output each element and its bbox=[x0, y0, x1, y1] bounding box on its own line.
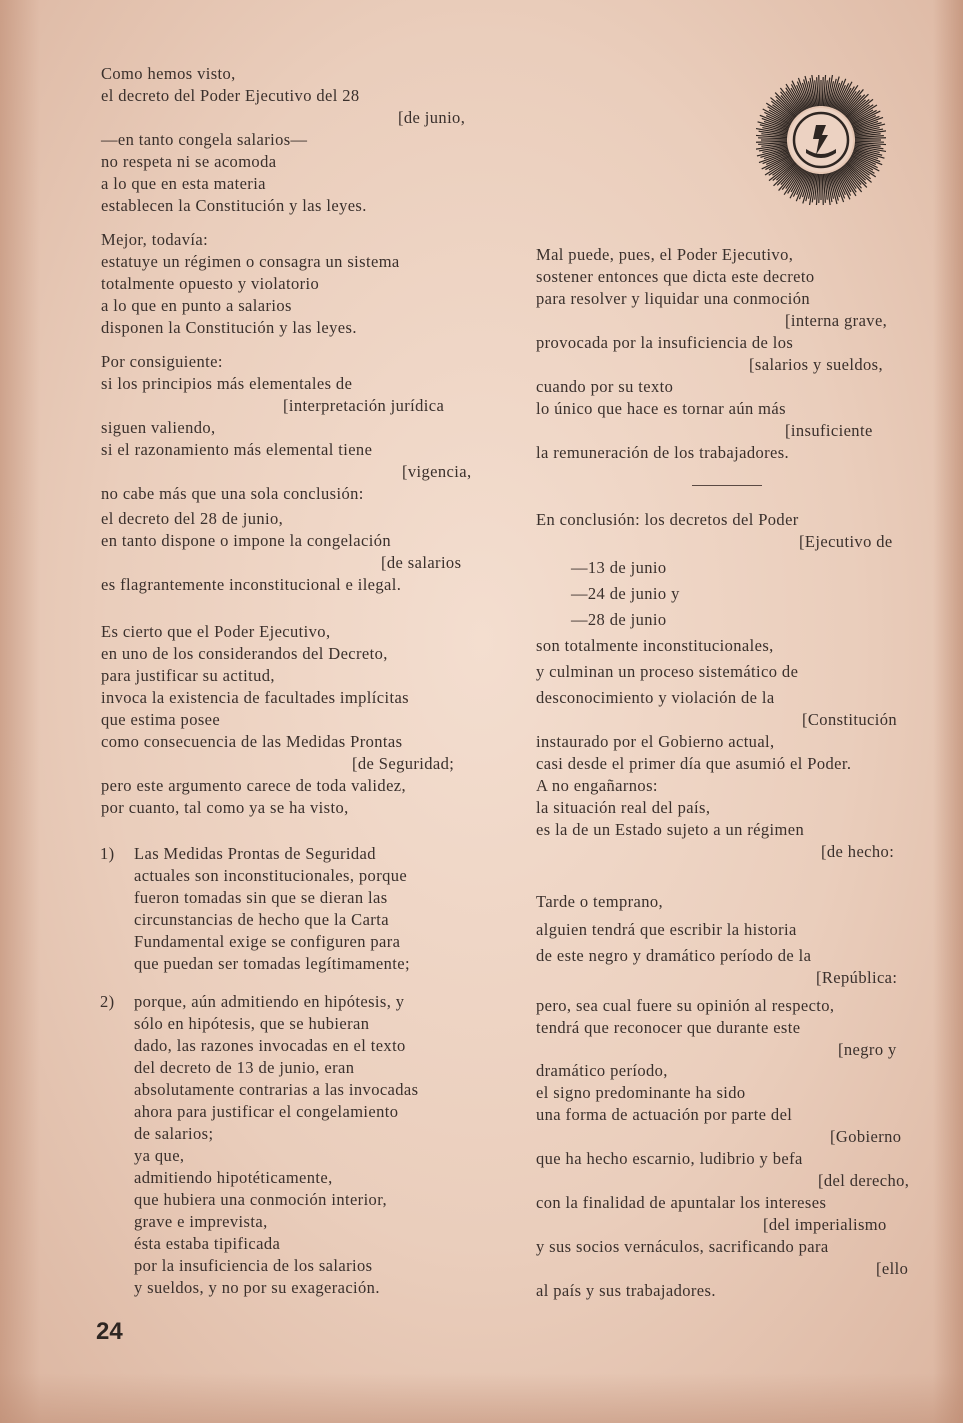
emblem-ray bbox=[819, 174, 820, 203]
text-line: grave e imprevista, bbox=[134, 1212, 268, 1231]
text-line: —13 de junio bbox=[571, 558, 667, 577]
text-line: Fundamental exige se configuren para bbox=[134, 932, 401, 951]
text-line: si los principios más elementales de bbox=[101, 374, 353, 393]
text-line: si el razonamiento más elemental tiene bbox=[101, 440, 373, 459]
text-line: establecen la Constitución y las leyes. bbox=[101, 196, 367, 215]
text-line: sólo en hipótesis, que se hubieran bbox=[134, 1014, 370, 1033]
text-line: ahora para justificar el congelamiento bbox=[134, 1102, 399, 1121]
text-line: a lo que en esta materia bbox=[101, 174, 266, 193]
text-line: el decreto del Poder Ejecutivo del 28 bbox=[101, 86, 360, 105]
text-line: [Constitución bbox=[802, 710, 898, 729]
text-line: que estima posee bbox=[101, 710, 221, 729]
text-line: [Ejecutivo de bbox=[799, 532, 893, 551]
text-line: por cuanto, tal como ya se ha visto, bbox=[101, 798, 349, 817]
text-line: alguien tendrá que escribir la historia bbox=[536, 920, 797, 939]
text-line: a lo que en punto a salarios bbox=[101, 296, 292, 315]
text-line: provocada por la insuficiencia de los bbox=[536, 333, 794, 352]
text-line: —24 de junio y bbox=[571, 584, 680, 603]
text-line: sostener entonces que dicta este decreto bbox=[536, 267, 815, 286]
text-line: siguen valiendo, bbox=[101, 418, 216, 437]
text-line: [de hecho: bbox=[821, 842, 895, 861]
text-line: [salarios y sueldos, bbox=[749, 355, 884, 374]
sunburst-emblem-icon bbox=[756, 75, 886, 205]
text-line: casi desde el primer día que asumió el Poder. bbox=[536, 754, 852, 773]
text-line: fueron tomadas sin que se dieran las bbox=[134, 888, 388, 907]
text-line: —en tanto congela salarios— bbox=[101, 130, 308, 149]
list-marker: 2) bbox=[100, 992, 115, 1011]
text-line: de este negro y dramático período de la bbox=[536, 946, 812, 965]
text-line: pero, sea cual fuere su opinión al respecto, bbox=[536, 996, 835, 1015]
text-line: Por consiguiente: bbox=[101, 352, 223, 371]
text-line: desconocimiento y violación de la bbox=[536, 688, 775, 707]
text-line: Es cierto que el Poder Ejecutivo, bbox=[101, 622, 331, 641]
emblem-ray bbox=[822, 77, 823, 106]
text-line: al país y sus trabajadores. bbox=[536, 1281, 716, 1300]
text-line: invoca la existencia de facultades implícitas bbox=[101, 688, 410, 707]
text-line: porque, aún admitiendo en hipótesis, y bbox=[134, 992, 405, 1011]
text-line: por la insuficiencia de los salarios bbox=[134, 1256, 373, 1275]
list-marker: 1) bbox=[100, 844, 115, 863]
text-line: ya que, bbox=[134, 1146, 185, 1165]
section-divider bbox=[692, 485, 762, 486]
text-line: [interna grave, bbox=[785, 311, 888, 330]
text-line: como consecuencia de las Medidas Prontas bbox=[101, 732, 403, 751]
text-line: Las Medidas Prontas de Seguridad bbox=[134, 844, 376, 863]
text-line: con la finalidad de apuntalar los intereses bbox=[536, 1193, 827, 1212]
text-line: pero este argumento carece de toda validez, bbox=[101, 776, 407, 795]
text-line: es flagrantemente inconstitucional e ilegal. bbox=[101, 575, 402, 594]
text-line: [del imperialismo bbox=[763, 1215, 887, 1234]
text-line: de salarios; bbox=[134, 1124, 214, 1143]
text-line: instaurado por el Gobierno actual, bbox=[536, 732, 775, 751]
text-line: totalmente opuesto y violatorio bbox=[101, 274, 320, 293]
text-line: [de Seguridad; bbox=[352, 754, 455, 773]
text-line: el decreto del 28 de junio, bbox=[101, 509, 284, 528]
text-line: [de salarios bbox=[381, 553, 462, 572]
text-line: actuales son inconstitucionales, porque bbox=[134, 866, 408, 885]
text-line: —28 de junio bbox=[571, 610, 667, 629]
text-line: una forma de actuación por parte del bbox=[536, 1105, 793, 1124]
text-line: Mejor, todavía: bbox=[101, 230, 209, 249]
emblem-ray bbox=[855, 141, 884, 142]
text-line: no respeta ni se acomoda bbox=[101, 152, 277, 171]
text-line: que puedan ser tomadas legítimamente; bbox=[134, 954, 410, 973]
text-line: y sus socios vernáculos, sacrificando para bbox=[536, 1237, 829, 1256]
text-line: En conclusión: los decretos del Poder bbox=[536, 510, 799, 529]
text-line: Como hemos visto, bbox=[101, 64, 236, 83]
text-line: [del derecho, bbox=[818, 1171, 910, 1190]
text-line: [negro y bbox=[838, 1040, 897, 1059]
text-line: cuando por su texto bbox=[536, 377, 674, 396]
text-line: admitiendo hipotéticamente, bbox=[134, 1168, 333, 1187]
text-line: estatuye un régimen o consagra un sistema bbox=[101, 252, 400, 271]
text-line: son totalmente inconstitucionales, bbox=[536, 636, 774, 655]
text-line: A no engañarnos: bbox=[536, 776, 658, 795]
text-line: para resolver y liquidar una conmoción bbox=[536, 289, 811, 308]
text-line: en uno de los considerandos del Decreto, bbox=[101, 644, 388, 663]
text-line: [insuficiente bbox=[785, 421, 873, 440]
text-line: y culminan un proceso sistemático de bbox=[536, 662, 799, 681]
text-line: Tarde o temprano, bbox=[536, 892, 664, 911]
page-edge-bottom bbox=[0, 1373, 963, 1423]
text-line: para justificar su actitud, bbox=[101, 666, 275, 685]
text-line: [vigencia, bbox=[402, 462, 472, 481]
text-line: [Gobierno bbox=[830, 1127, 902, 1146]
page-edge-right bbox=[933, 0, 963, 1423]
text-line: y sueldos, y no por su exageración. bbox=[134, 1278, 380, 1297]
text-line: dado, las razones invocadas en el texto bbox=[134, 1036, 406, 1055]
text-line: [República: bbox=[816, 968, 898, 987]
text-line: del decreto de 13 de junio, eran bbox=[134, 1058, 355, 1077]
text-line: Mal puede, pues, el Poder Ejecutivo, bbox=[536, 245, 794, 264]
text-line: es la de un Estado sujeto a un régimen bbox=[536, 820, 805, 839]
page-edge-left bbox=[0, 0, 40, 1423]
text-line: que hubiera una conmoción interior, bbox=[134, 1190, 387, 1209]
text-line: en tanto dispone o impone la congelación bbox=[101, 531, 392, 550]
emblem-ray bbox=[758, 138, 787, 139]
text-line: dramático período, bbox=[536, 1061, 668, 1080]
text-line: lo único que hace es tornar aún más bbox=[536, 399, 786, 418]
text-line: disponen la Constitución y las leyes. bbox=[101, 318, 357, 337]
text-line: [ello bbox=[876, 1259, 909, 1278]
page-number: 24 bbox=[96, 1318, 123, 1345]
text-line: que ha hecho escarnio, ludibrio y befa bbox=[536, 1149, 803, 1168]
text-line: la situación real del país, bbox=[536, 798, 711, 817]
text-line: [de junio, bbox=[398, 108, 466, 127]
text-line: tendrá que reconocer que durante este bbox=[536, 1018, 801, 1037]
text-line: absolutamente contrarias a las invocadas bbox=[134, 1080, 419, 1099]
text-line: no cabe más que una sola conclusión: bbox=[101, 484, 364, 503]
text-line: ésta estaba tipificada bbox=[134, 1234, 281, 1253]
text-line: el signo predominante ha sido bbox=[536, 1083, 746, 1102]
text-line: la remuneración de los trabajadores. bbox=[536, 443, 790, 462]
text-line: circunstancias de hecho que la Carta bbox=[134, 910, 389, 929]
text-line: [interpretación jurídica bbox=[283, 396, 445, 415]
